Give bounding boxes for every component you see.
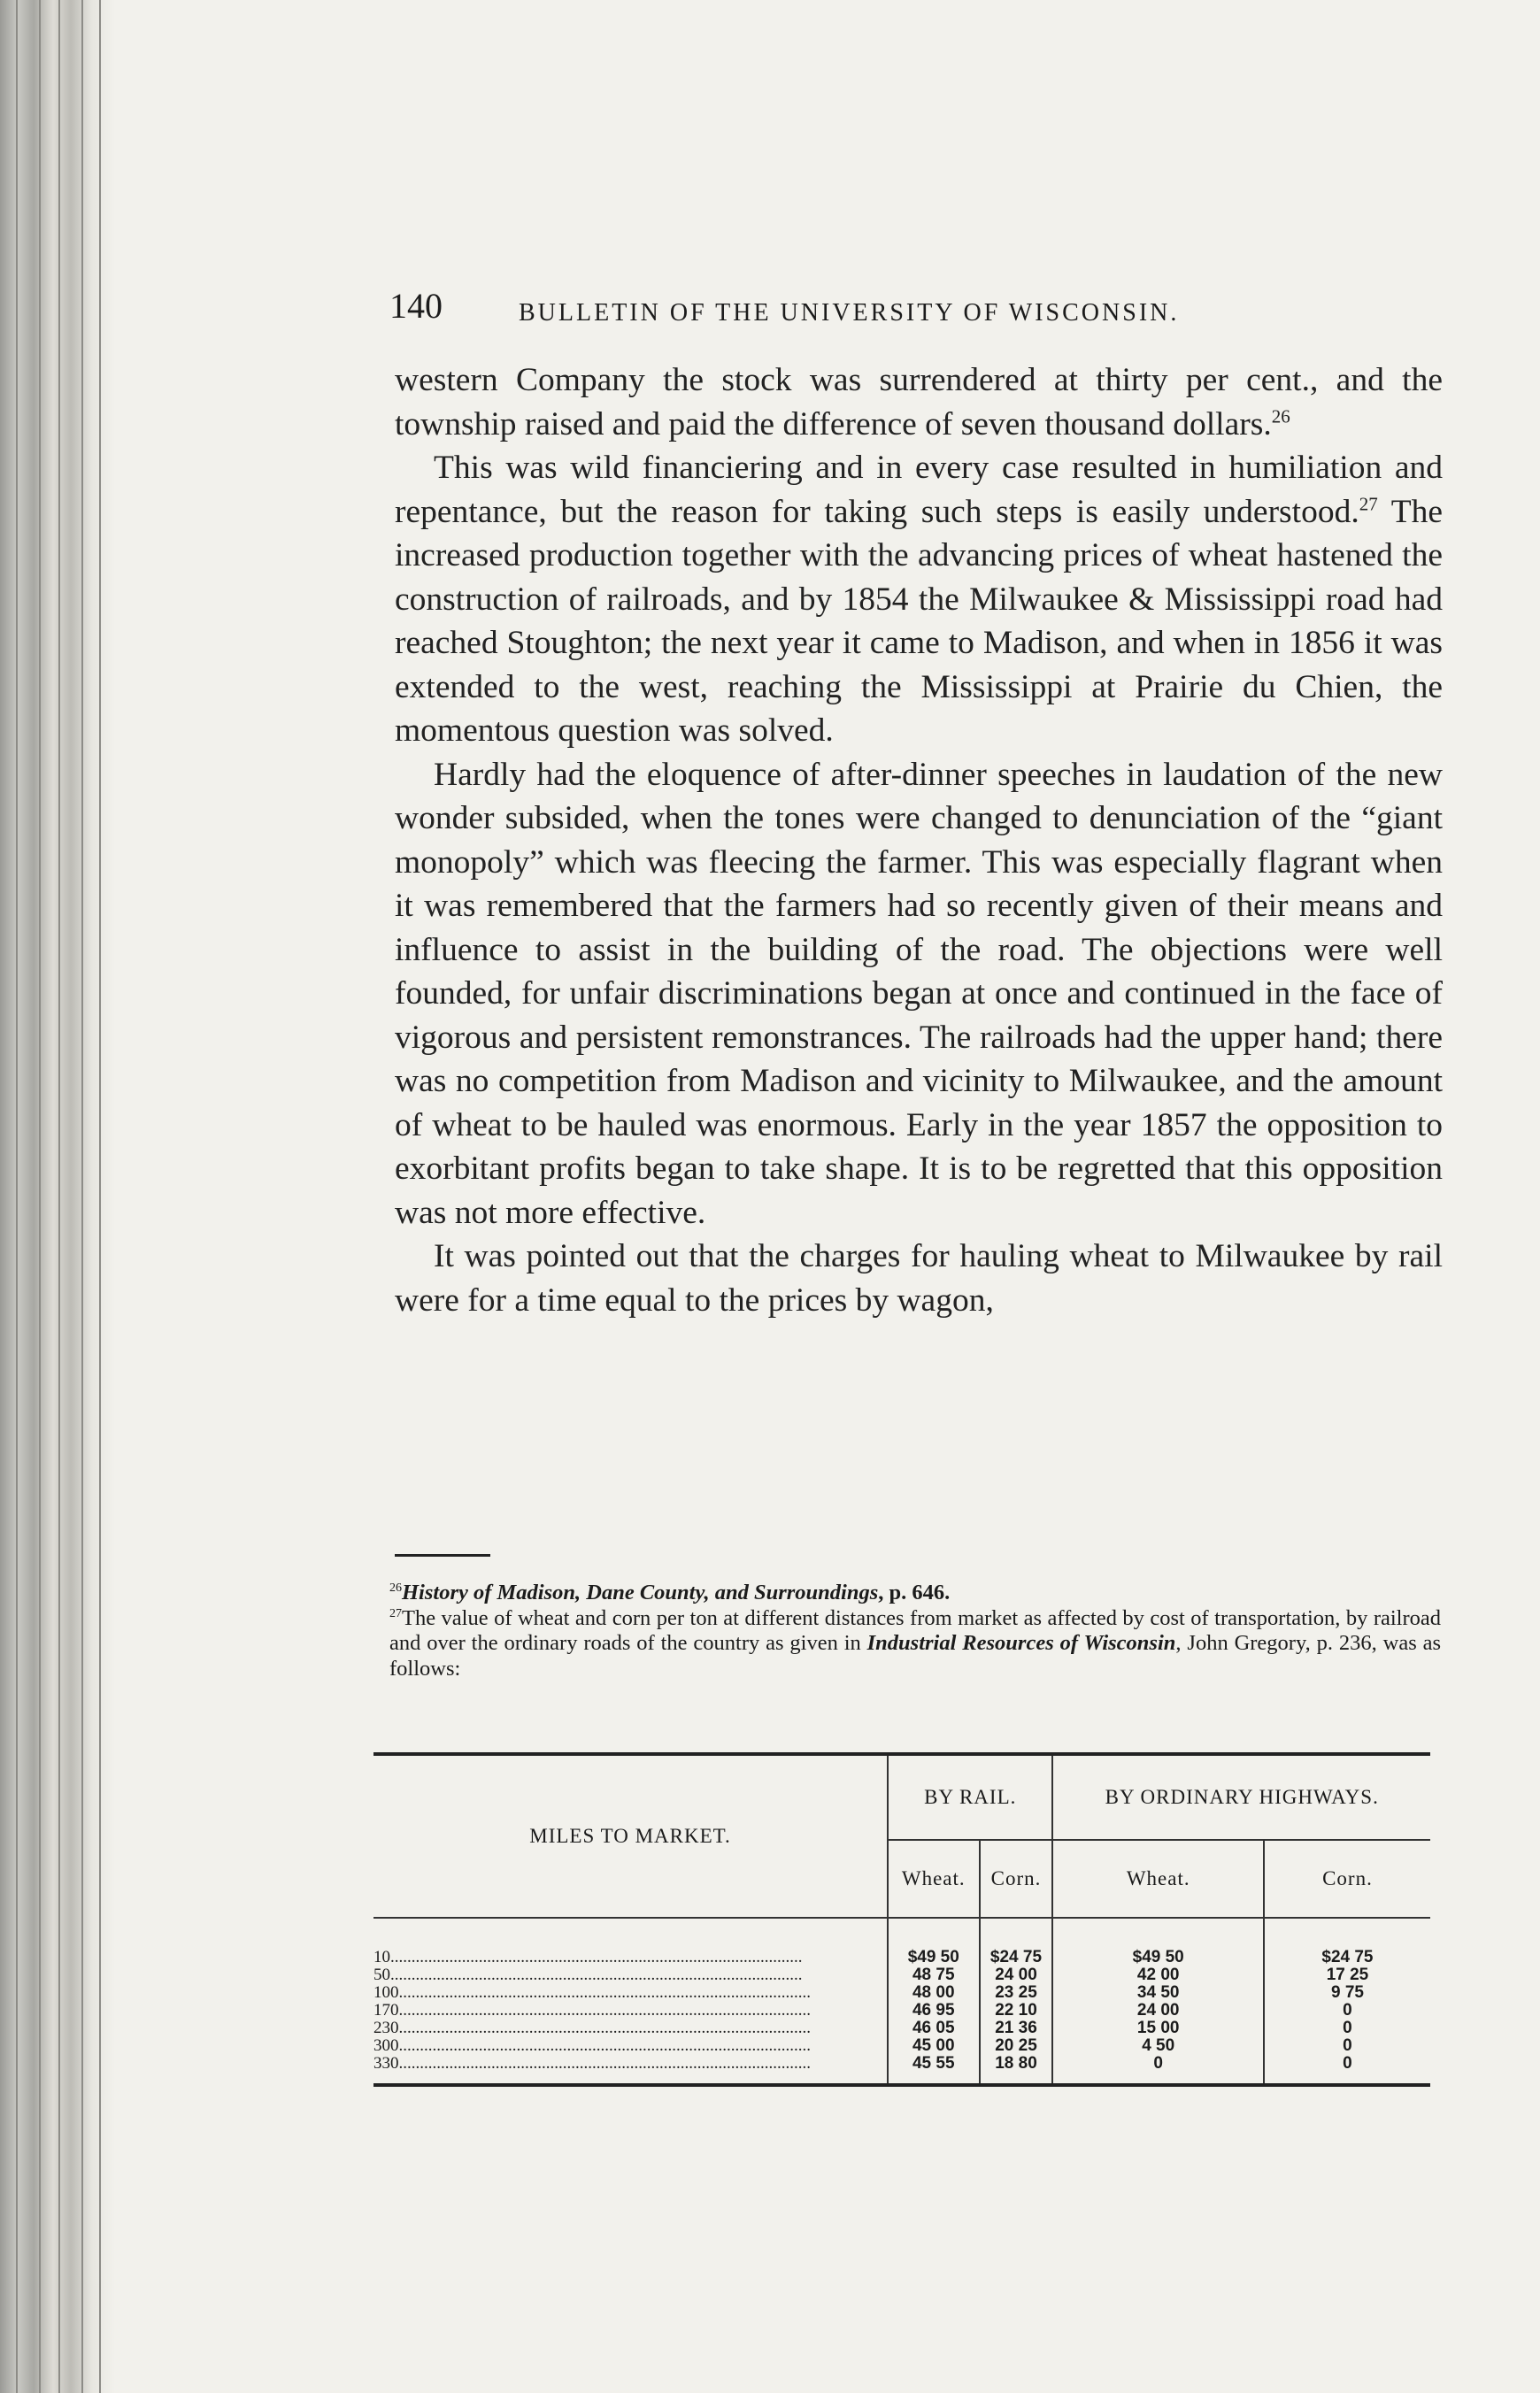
- rail-corn-cell: $24 75: [980, 1918, 1053, 1966]
- footnote-26-page: , p. 646.: [878, 1581, 951, 1604]
- footnote-ref-27: 27: [1359, 493, 1378, 514]
- hwy-wheat-cell: 34 50: [1052, 1984, 1263, 2002]
- rail-corn-cell: 21 36: [980, 2020, 1053, 2037]
- rail-wheat-cell: 45 00: [888, 2037, 980, 2055]
- paragraph-1-text: western Company the stock was surrendered at thirty per cent., and the township raised and paid the difference of seven thousand dollars.: [395, 362, 1443, 442]
- rail-corn-cell: 18 80: [980, 2055, 1053, 2085]
- footnote-ref-26: 26: [1271, 405, 1290, 427]
- miles-cell: [373, 1984, 888, 2002]
- hwy-wheat-cell: 24 00: [1052, 2002, 1263, 2020]
- paragraph-4: It was pointed out that the charges for hauling wheat to Milwaukee by rail were for a time equal to the prices by wagon,: [395, 1238, 1443, 1319]
- miles-value: 10: [373, 1948, 390, 1966]
- rail-wheat-cell: $49 50: [888, 1918, 980, 1966]
- footnote-27-mark: 27: [389, 1606, 402, 1620]
- rail-corn-cell: 23 25: [980, 1984, 1053, 2002]
- body-text: [395, 358, 1443, 1322]
- binding-page-edge: [39, 0, 41, 2393]
- footnote-rule: [395, 1554, 490, 1557]
- subheader-hwy-wheat: Wheat.: [1052, 1840, 1263, 1918]
- hwy-wheat-cell: 4 50: [1052, 2037, 1263, 2055]
- table-row: [373, 2020, 1430, 2037]
- footnote-26-mark: 26: [389, 1581, 402, 1595]
- paragraph-1: [395, 358, 1443, 446]
- rail-corn-cell: 20 25: [980, 2037, 1053, 2055]
- paragraph-2-text-a: This was wild financiering and in every case resulted in humiliation and repentance, but the reason for taking such steps is easily understood.: [395, 450, 1443, 530]
- miles-cell: [373, 1918, 888, 1966]
- table-row: [373, 2055, 1430, 2085]
- dot-leader: ..................................................................................................: [398, 2020, 811, 2037]
- hwy-corn-cell: 17 25: [1326, 1966, 1369, 1984]
- dot-leader: ..................................................................................................: [398, 1984, 811, 2002]
- book-binding-edge: [0, 0, 115, 2393]
- table-header-row: [373, 1754, 1430, 1840]
- footnote-26-title: History of Madison, Dane County, and Surroundings: [402, 1581, 879, 1604]
- miles-value: 100: [373, 1984, 399, 2002]
- footnotes: [389, 1581, 1441, 1681]
- binding-page-edge: [58, 0, 60, 2393]
- dot-leader: ..................................................................................................: [398, 2002, 811, 2020]
- hwy-corn-cell: $24 75: [1321, 1948, 1374, 1966]
- hwy-wheat-cell: 0: [1052, 2055, 1263, 2085]
- subheader-rail-corn: Corn.: [980, 1840, 1053, 1918]
- table-row: [373, 2037, 1430, 2055]
- hwy-corn-cell: 9 75: [1330, 1983, 1364, 2002]
- header-miles-to-market: MILES TO MARKET.: [373, 1754, 888, 1918]
- rail-wheat-cell: 46 05: [888, 2020, 980, 2037]
- footnote-27-title: Industrial Resources of Wisconsin: [866, 1631, 1176, 1655]
- paragraph-2: [395, 446, 1443, 753]
- footnote-26: [389, 1581, 1441, 1606]
- table-row: [373, 1918, 1430, 1966]
- paragraph-3: Hardly had the eloquence of after-dinner speeches in laudation of the new wonder subsided, when the tones were changed to denunciation of the “giant monopoly” which was fleecing the farmer. This was especially flagrant when it was remembered that the farmers had so recently given of their means and influence to assist in the building of the road. The objections were well founded, for unfair discriminations began at once and continued in the face of vigorous and persistent remonstrances. The railroads had the upper hand; there was no competition from Madison and vicinity to Milwaukee, and the amount of wheat to be hauled was enormous. Early in the year 1857 the opposition to exorbitant profits began to take shape. It is to be regretted that this opposition was not more effective.: [395, 756, 1443, 1231]
- binding-page-edge: [16, 0, 18, 2393]
- running-head: BULLETIN OF THE UNIVERSITY OF WISCONSIN.: [519, 299, 1180, 327]
- rail-corn-cell: 22 10: [980, 2002, 1053, 2020]
- table-row: [373, 2002, 1430, 2020]
- subheader-rail-wheat: Wheat.: [888, 1840, 980, 1918]
- rail-wheat-cell: 45 55: [888, 2055, 980, 2085]
- binding-page-edge: [99, 0, 101, 2393]
- miles-cell: [373, 1966, 888, 1984]
- dot-leader: ..................................................................................................: [390, 1966, 803, 1984]
- footnote-27-text-b: , John Gregory, p. 236, was as follows:: [389, 1631, 1442, 1681]
- table-row: [373, 1984, 1430, 2002]
- rail-wheat-cell: 48 75: [888, 1966, 980, 1984]
- rail-wheat-cell: 46 95: [888, 2002, 980, 2020]
- dot-leader: ..................................................................................................: [398, 2055, 811, 2073]
- subheader-hwy-corn: Corn.: [1264, 1840, 1430, 1918]
- page-number: 140: [389, 286, 443, 326]
- miles-cell: [373, 2002, 888, 2020]
- miles-value: 230: [373, 2020, 399, 2037]
- miles-cell: [373, 2020, 888, 2037]
- footnote-27: [389, 1606, 1441, 1682]
- hwy-corn-cell: 0: [1343, 2019, 1352, 2037]
- footnote-27-text-a: The value of wheat and corn per ton at different distances from market as affected by cost of transportation, by railroad and over the ordinary roads of the country as given in: [389, 1605, 1441, 1655]
- table-row: [373, 1966, 1430, 1984]
- hwy-wheat-cell: 15 00: [1052, 2020, 1263, 2037]
- miles-cell: [373, 2037, 888, 2055]
- transport-value-table: [373, 1752, 1430, 2087]
- hwy-corn-cell: 0: [1264, 2055, 1430, 2085]
- header-by-highways: BY ORDINARY HIGHWAYS.: [1052, 1754, 1430, 1840]
- rail-corn-cell: 24 00: [980, 1966, 1053, 1984]
- miles-value: 50: [373, 1966, 390, 1984]
- miles-value: 300: [373, 2037, 399, 2055]
- dot-leader: ..................................................................................................: [390, 1948, 803, 1966]
- paragraph-2-text-b: The increased production together with the advancing prices of wheat hastened the construction of railroads, and by 1854 the Milwaukee & Mississippi road had reached Stoughton; the next year it came to Madison, and when in 1856 it was extended to the west, reaching the Mississippi at Prairie du Chien, the momentous question was solved.: [395, 493, 1443, 749]
- page-header: [389, 285, 1451, 338]
- binding-page-edge: [81, 0, 83, 2393]
- miles-value: 330: [373, 2055, 399, 2073]
- hwy-wheat-cell: 42 00: [1052, 1966, 1263, 1984]
- hwy-wheat-cell: $49 50: [1052, 1918, 1263, 1966]
- rail-wheat-cell: 48 00: [888, 1984, 980, 2002]
- miles-value: 170: [373, 2002, 399, 2020]
- header-by-rail: BY RAIL.: [888, 1754, 1052, 1840]
- dot-leader: ..................................................................................................: [398, 2037, 811, 2055]
- hwy-corn-cell: 0: [1343, 2036, 1352, 2055]
- miles-cell: [373, 2055, 888, 2085]
- hwy-corn-cell: 0: [1343, 2001, 1352, 2020]
